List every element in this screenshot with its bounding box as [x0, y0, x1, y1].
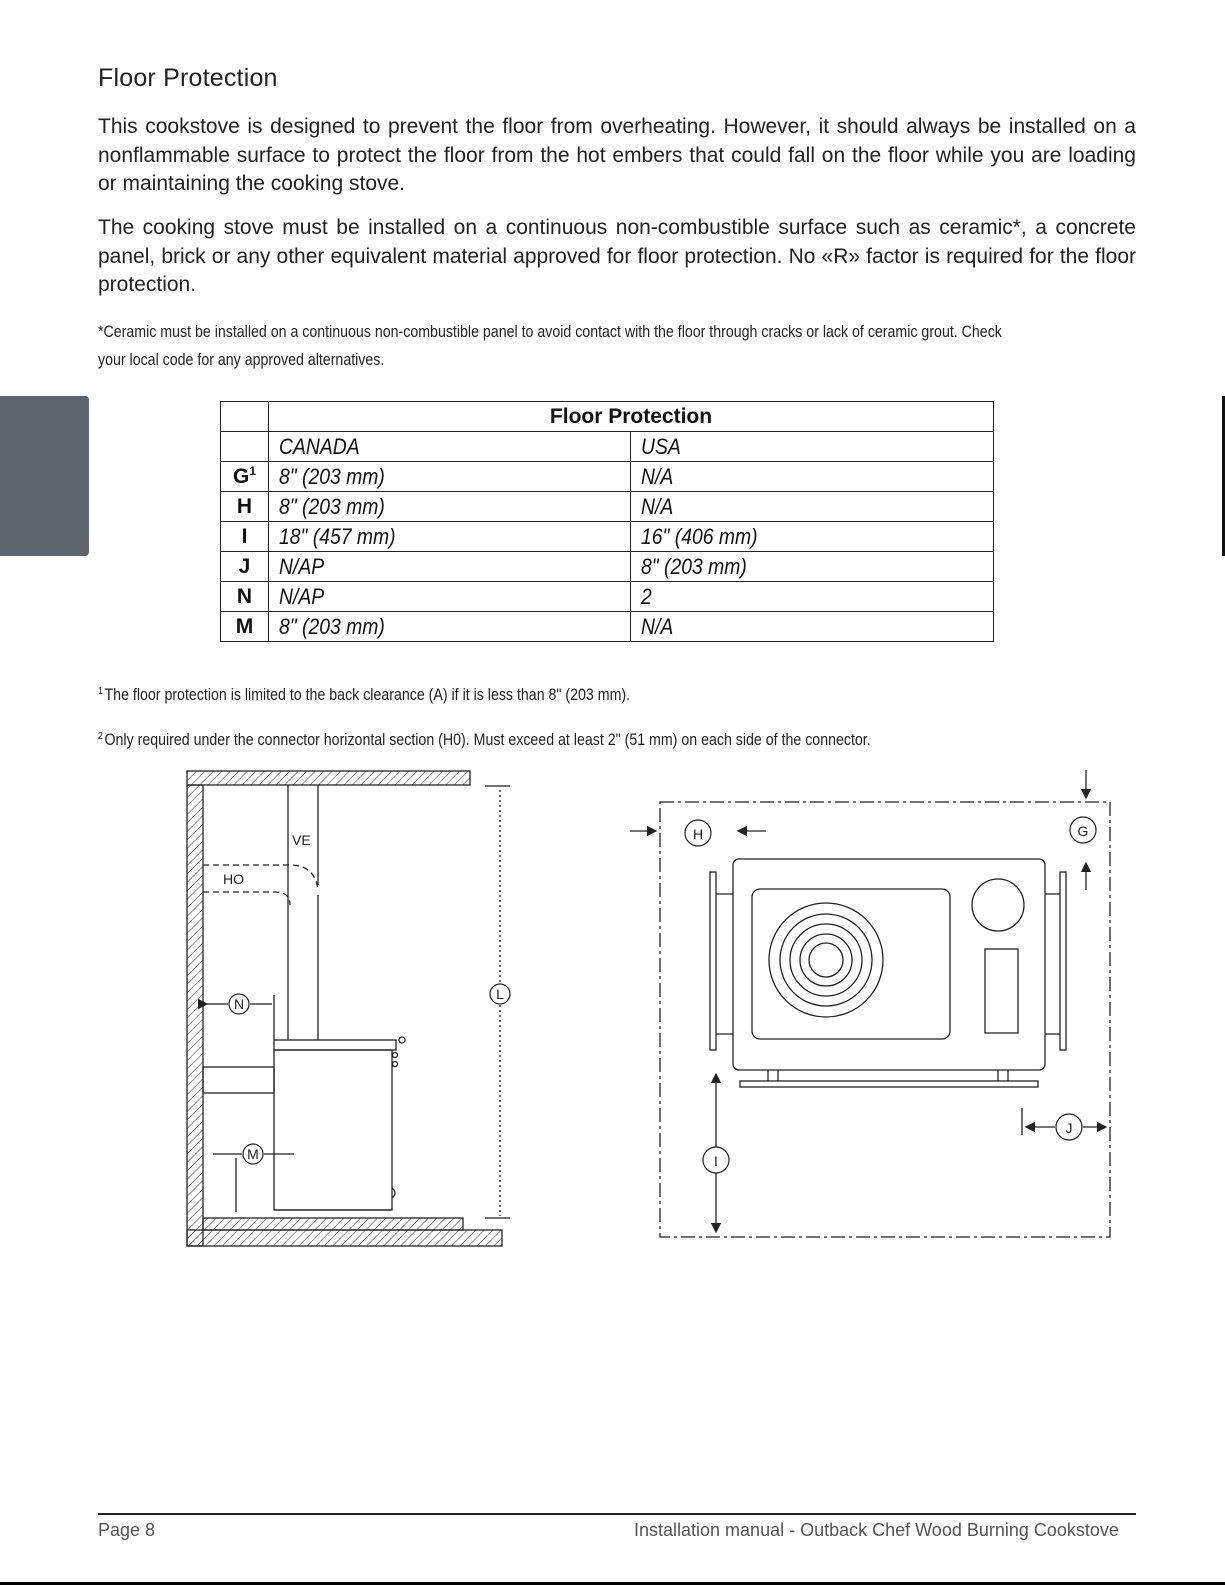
- row-key-text: H: [236, 494, 253, 518]
- ceiling-hatch: [187, 771, 470, 785]
- page-number: Page 8: [98, 1520, 156, 1540]
- flue-opening: [972, 879, 1024, 931]
- row-canada-text: 18" (457 mm): [278, 523, 396, 549]
- stove-knob: [399, 1037, 405, 1043]
- burner-ring: [780, 914, 872, 1006]
- row-key-sup: 1: [249, 464, 256, 478]
- table-title: Floor Protection: [268, 402, 993, 432]
- floor-protection-outline: [660, 802, 1110, 1237]
- stove-body: [274, 1050, 392, 1210]
- ceramic-note-line2: your local code for any approved alternatives.: [98, 351, 385, 369]
- connector-dashed: [203, 865, 318, 890]
- left-rail: [710, 872, 716, 1050]
- stove-knob: [393, 1053, 398, 1058]
- label-h: H: [692, 826, 704, 842]
- column-header-canada-text: CANADA: [278, 433, 360, 459]
- footnote-1-number: 1: [98, 686, 103, 697]
- row-key-text: M: [235, 614, 254, 638]
- row-key-text: I: [241, 524, 248, 548]
- top-view-labels: [685, 817, 1096, 1173]
- row-canada-text: N/AP: [278, 583, 325, 609]
- floor-hatch: [187, 1230, 502, 1246]
- footnote-2-number: 2: [98, 731, 103, 742]
- label-g: G: [1077, 823, 1089, 839]
- label-ho: HO: [223, 871, 244, 887]
- cooking-plate: [752, 889, 950, 1039]
- front-bar: [740, 1081, 1038, 1087]
- row-canada-text: 8" (203 mm): [278, 463, 385, 489]
- row-usa-text: N/A: [641, 463, 674, 489]
- row-usa-text: 2: [641, 583, 653, 609]
- footnote-2-text: Only required under the connector horizontal section (H0). Must exceed at least 2" (51 mm) on each side of the connector.: [104, 731, 871, 749]
- side-panel: [985, 949, 1018, 1033]
- intro-paragraph: This cookstove is designed to prevent the floor from overheating. However, it should always be installed on a nonflammable surface to protect the floor from the hot embers that could fall on the floor while you are loading or maintaining the cooking stove.: [98, 115, 1136, 195]
- column-header-usa-text: USA: [641, 433, 682, 459]
- page-heading: Floor Protection: [98, 64, 278, 92]
- label-m: M: [247, 1146, 259, 1162]
- label-j: J: [1065, 1120, 1073, 1136]
- stove-top: [274, 1040, 396, 1050]
- footer-rule: [98, 1513, 1136, 1515]
- row-key-text: N: [236, 584, 253, 608]
- wall-hatch: [187, 785, 203, 1246]
- burner-ring: [769, 903, 883, 1017]
- side-view-labels: [223, 832, 510, 1164]
- row-usa-text: 16" (406 mm): [641, 523, 759, 549]
- right-rail: [1060, 872, 1066, 1050]
- row-usa-text: N/A: [641, 613, 674, 639]
- burner-ring: [790, 924, 862, 996]
- label-ve: VE: [292, 832, 311, 848]
- label-i: I: [714, 1153, 718, 1169]
- label-n: N: [233, 996, 245, 1012]
- row-canada-text: 8" (203 mm): [278, 493, 385, 519]
- connector-dashed: [203, 892, 290, 905]
- floor-protection-hatch: [203, 1218, 463, 1230]
- side-shelf: [203, 1067, 274, 1093]
- row-usa-text: N/A: [641, 493, 674, 519]
- ceramic-note-line1: *Ceramic must be installed on a continuous non-combustible panel to avoid contact with the floor through cracks or lack of ceramic grout. Check: [98, 323, 1002, 341]
- row-usa-text: 8" (203 mm): [641, 553, 748, 579]
- stove-knob: [393, 1062, 398, 1067]
- row-key-text: J: [238, 554, 251, 578]
- footnote-1-text: The floor protection is limited to the back clearance (A) if it is less than 8" (203 mm).: [104, 686, 631, 704]
- manual-title: Installation manual - Outback Chef Wood Burning Cookstove: [634, 1520, 1119, 1540]
- row-canada-text: N/AP: [278, 553, 325, 579]
- row-key-text: G: [232, 465, 250, 488]
- requirement-paragraph: The cooking stove must be installed on a continuous non-combustible surface such as ceramic*, a concrete panel, brick or any other equivalent material approved for floor protection. No «R» factor is required for the floor protection.: [98, 216, 1136, 296]
- label-l: L: [496, 986, 504, 1002]
- burner-ring: [800, 934, 852, 986]
- row-canada-text: 8" (203 mm): [278, 613, 385, 639]
- burner-ring: [809, 943, 843, 977]
